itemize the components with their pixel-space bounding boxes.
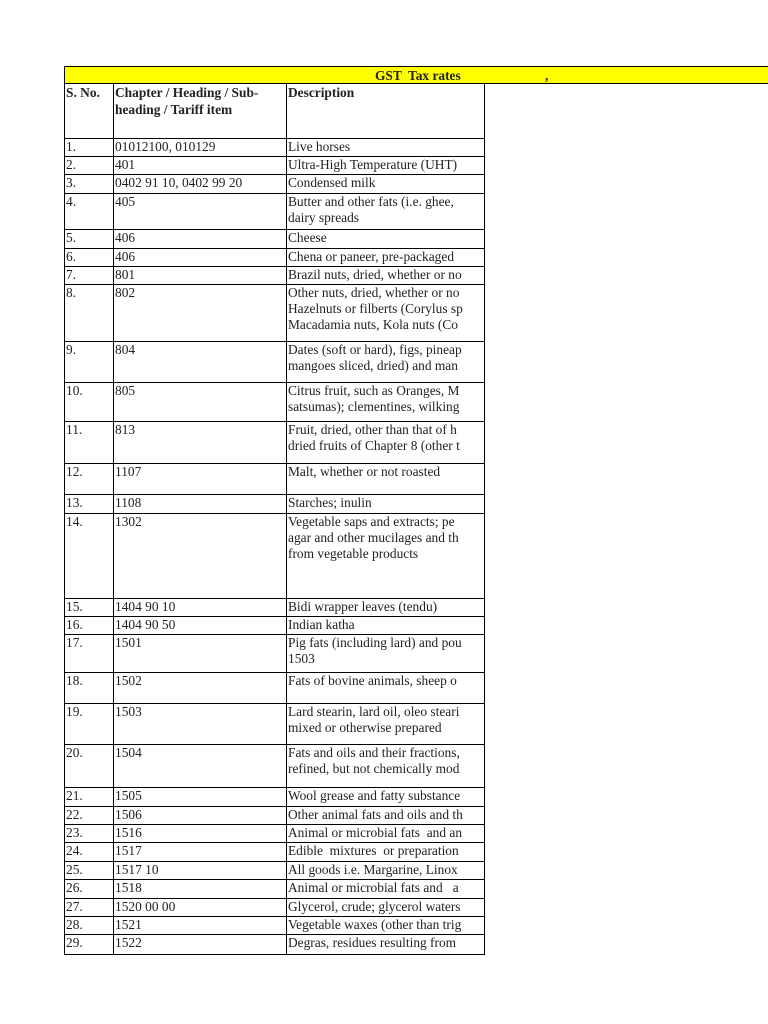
table-cell-chapter: 1516 — [115, 825, 142, 840]
table-cell-description: Butter and other fats (i.e. ghee, dairy spreads — [288, 194, 454, 226]
table-cell-description: Ultra-High Temperature (UHT) — [288, 157, 458, 172]
table-cell-sno: 26. — [66, 880, 83, 895]
table-cell-sno: 3. — [66, 175, 77, 190]
table-cell-chapter: 802 — [115, 285, 136, 300]
table-cell-sno: 27. — [66, 899, 83, 914]
table-cell-sno: 18. — [66, 673, 83, 688]
table-cell-description: Other nuts, dried, whether or no Hazelnuts or filberts (Corylus sp Macadamia nuts, Kola nuts (Co — [288, 285, 463, 333]
table-cell-chapter: 1502 — [115, 673, 142, 688]
table-cell-chapter: 1520 00 00 — [115, 899, 176, 914]
table-cell-description: Degras, residues resulting from — [288, 935, 457, 950]
table-cell-description: Indian katha — [288, 617, 355, 632]
table-cell-chapter: 0402 91 10, 0402 99 20 — [115, 175, 243, 190]
table-cell-description: Bidi wrapper leaves (tendu) — [288, 599, 438, 614]
column-header-sno: S. No. — [66, 85, 100, 100]
table-cell-sno: 21. — [66, 788, 83, 803]
table-cell-chapter: 405 — [115, 194, 136, 209]
table-cell-sno: 1. — [66, 139, 77, 154]
table-cell-sno: 11. — [66, 422, 83, 437]
table-cell-chapter: 1302 — [115, 514, 142, 529]
table-cell-description: All goods i.e. Margarine, Linox — [288, 862, 458, 877]
table-cell-chapter: 1505 — [115, 788, 142, 803]
table-cell-sno: 29. — [66, 935, 83, 950]
table-cell-sno: 5. — [66, 230, 77, 245]
table-cell-sno: 9. — [66, 342, 77, 357]
table-cell-description: Edible mixtures or preparation — [288, 843, 459, 858]
table-cell-description: Condensed milk — [288, 175, 376, 190]
table-cell-chapter: 406 — [115, 249, 136, 264]
table-cell-description: Fruit, dried, other than that of h dried fruits of Chapter 8 (other t — [288, 422, 460, 454]
table-cell-sno: 28. — [66, 917, 83, 932]
title-truncated-mark: , — [545, 68, 549, 83]
title-banner — [64, 66, 768, 84]
table-cell-sno: 25. — [66, 862, 83, 877]
table-cell-chapter: 804 — [115, 342, 136, 357]
table-cell-description: Fats and oils and their fractions, refined, but not chemically mod — [288, 745, 460, 777]
sheet-title: GST Tax rates — [375, 68, 461, 83]
table-cell-sno: 20. — [66, 745, 83, 760]
table-cell-description: Animal or microbial fats and a — [288, 880, 459, 895]
table-cell-description: Wool grease and fatty substance — [288, 788, 461, 803]
table-cell-description: Vegetable saps and extracts; pe agar and other mucilages and th from vegetable products — [288, 514, 459, 562]
table-cell-chapter: 1404 90 50 — [115, 617, 176, 632]
table-cell-chapter: 1506 — [115, 807, 142, 822]
table-cell-description: Fats of bovine animals, sheep o — [288, 673, 457, 688]
table-cell-sno: 6. — [66, 249, 77, 264]
table-cell-chapter: 813 — [115, 422, 136, 437]
table-cell-chapter: 01012100, 010129 — [115, 139, 216, 154]
table-cell-sno: 23. — [66, 825, 83, 840]
table-cell-chapter: 1522 — [115, 935, 142, 950]
table-cell-sno: 17. — [66, 635, 83, 650]
table-cell-sno: 2. — [66, 157, 77, 172]
table-cell-sno: 7. — [66, 267, 77, 282]
table-cell-chapter: 801 — [115, 267, 136, 282]
table-cell-description: Vegetable waxes (other than trig — [288, 917, 462, 932]
column-header-description: Description — [288, 85, 355, 100]
table-cell-chapter: 1517 — [115, 843, 142, 858]
table-cell-chapter: 1504 — [115, 745, 142, 760]
table-cell-description: Animal or microbial fats and an — [288, 825, 463, 840]
table-cell-description: Cheese — [288, 230, 327, 245]
table-cell-sno: 16. — [66, 617, 83, 632]
table-cell-sno: 4. — [66, 194, 77, 209]
table-cell-description: Malt, whether or not roasted — [288, 464, 441, 479]
table-cell-sno: 14. — [66, 514, 83, 529]
table-bottom-line — [64, 954, 485, 955]
table-cell-sno: 12. — [66, 464, 83, 479]
table-cell-chapter: 1521 — [115, 917, 142, 932]
table-cell-chapter: 1503 — [115, 704, 142, 719]
table-cell-chapter: 1517 10 — [115, 862, 159, 877]
column-header-chapter: Chapter / Heading / Sub- heading / Tariff item — [115, 85, 259, 117]
table-cell-description: Lard stearin, lard oil, oleo steari mixed or otherwise prepared — [288, 704, 460, 736]
table-cell-chapter: 805 — [115, 383, 136, 398]
table-cell-description: Pig fats (including lard) and pou 1503 — [288, 635, 462, 667]
table-cell-chapter: 1501 — [115, 635, 142, 650]
table-cell-chapter: 401 — [115, 157, 136, 172]
table-cell-chapter: 406 — [115, 230, 136, 245]
table-cell-description: Brazil nuts, dried, whether or no — [288, 267, 462, 282]
table-cell-description: Chena or paneer, pre-packaged — [288, 249, 455, 264]
table-cell-chapter: 1518 — [115, 880, 142, 895]
table-cell-sno: 24. — [66, 843, 83, 858]
table-cell-sno: 15. — [66, 599, 83, 614]
table-cell-description: Starches; inulin — [288, 495, 372, 510]
table-cell-chapter: 1107 — [115, 464, 142, 479]
table-cell-sno: 8. — [66, 285, 77, 300]
table-cell-sno: 13. — [66, 495, 83, 510]
table-cell-description: Other animal fats and oils and th — [288, 807, 463, 822]
table-cell-description: Dates (soft or hard), figs, pineap mangoes sliced, dried) and man — [288, 342, 462, 374]
table-cell-sno: 22. — [66, 807, 83, 822]
table-cell-sno: 19. — [66, 704, 83, 719]
table-cell-description: Live horses — [288, 139, 351, 154]
table-cell-chapter: 1108 — [115, 495, 142, 510]
table-cell-description: Citrus fruit, such as Oranges, M satsumas); clementines, wilking — [288, 383, 460, 415]
table-cell-sno: 10. — [66, 383, 83, 398]
table-cell-description: Glycerol, crude; glycerol waters — [288, 899, 461, 914]
table-cell-chapter: 1404 90 10 — [115, 599, 176, 614]
